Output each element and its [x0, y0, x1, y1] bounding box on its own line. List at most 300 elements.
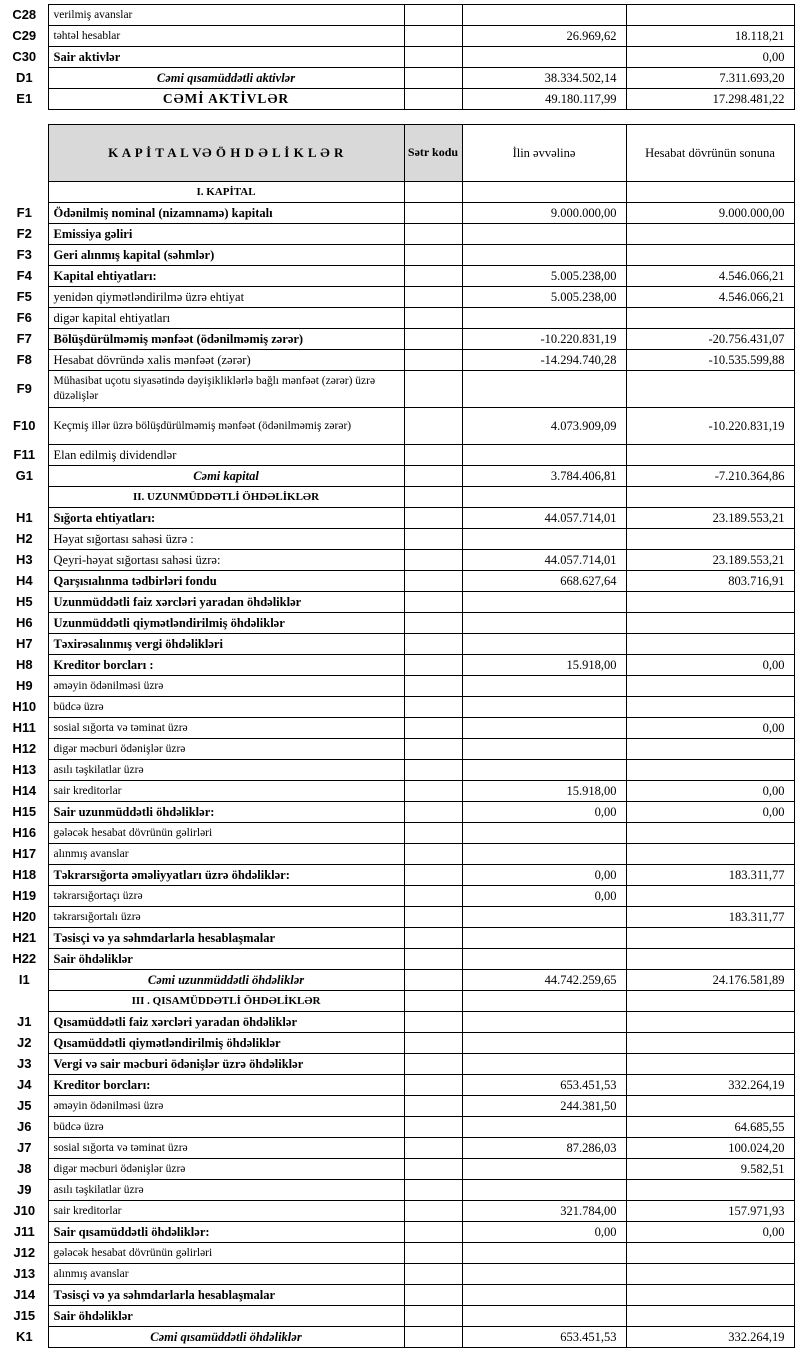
value-beginning: 0,00	[462, 1222, 626, 1243]
row-code-cell	[404, 1285, 462, 1306]
row-code-label: H18	[12, 866, 37, 882]
value-beginning	[462, 182, 626, 203]
value-end: 17.298.481,22	[626, 89, 794, 110]
value-beginning	[462, 613, 626, 634]
value-end	[626, 487, 794, 508]
table-row	[4, 907, 794, 928]
value-beginning	[462, 823, 626, 844]
row-code-cell	[404, 907, 462, 928]
row-code-cell	[404, 308, 462, 329]
row-label: Qeyri-həyat sığortası sahəsi üzrə:	[48, 550, 404, 571]
row-code-label: J10	[13, 1202, 36, 1218]
row-label: digər məcburi ödənişlər üzrə	[48, 1159, 404, 1180]
table-row	[4, 739, 794, 760]
row-label: Bölüşdürülməmiş mənfəət (ödənilməmiş zərər)	[48, 329, 404, 350]
value-end: 803.716,91	[626, 571, 794, 592]
table-row	[4, 1012, 794, 1033]
row-total-label: Cəmi uzunmüddətli öhdəliklər	[48, 970, 404, 991]
row-code-cell	[404, 676, 462, 697]
row-label: Sair aktivlər	[48, 47, 404, 68]
value-beginning: 668.627,64	[462, 571, 626, 592]
value-beginning: 321.784,00	[462, 1201, 626, 1222]
value-beginning: 653.451,53	[462, 1327, 626, 1348]
row-label: təkrarsığortaçı üzrə	[48, 886, 404, 907]
value-beginning	[462, 1117, 626, 1138]
row-code-cell	[404, 329, 462, 350]
value-end: -10.535.599,88	[626, 350, 794, 371]
row-code-cell	[404, 487, 462, 508]
table-row	[4, 991, 794, 1012]
value-end: 24.176.581,89	[626, 970, 794, 991]
row-code-label: H21	[12, 929, 37, 945]
row-label: gələcək hesabat dövrünün gəlirləri	[48, 823, 404, 844]
row-code-label: J12	[13, 1244, 36, 1260]
row-label: Ödənilmiş nominal (nizamnamə) kapitalı	[48, 203, 404, 224]
row-code-cell	[404, 718, 462, 739]
value-end	[626, 823, 794, 844]
value-end: 183.311,77	[626, 865, 794, 886]
row-code-label: F1	[16, 204, 32, 220]
row-code-cell	[404, 1306, 462, 1327]
table-row	[4, 655, 794, 676]
row-code-cell	[404, 1054, 462, 1075]
row-label: Həyat sığortası sahəsi üzrə :	[48, 529, 404, 550]
value-end: -7.210.364,86	[626, 466, 794, 487]
value-end	[626, 1264, 794, 1285]
row-code-cell	[404, 1327, 462, 1348]
table-row	[4, 844, 794, 865]
row-label: Qarşısıalınma tədbirləri fondu	[48, 571, 404, 592]
table-row	[4, 508, 794, 529]
row-label: asılı təşkilatlar üzrə	[48, 1180, 404, 1201]
row-label: Sair uzunmüddətli öhdəliklər:	[48, 802, 404, 823]
value-beginning: 0,00	[462, 802, 626, 823]
row-code-label: F7	[16, 330, 32, 346]
table-row	[4, 718, 794, 739]
row-code-label: H15	[12, 803, 37, 819]
table-row	[4, 1201, 794, 1222]
table-header-row	[4, 125, 794, 182]
row-code-cell	[404, 991, 462, 1012]
row-label: büdcə üzrə	[48, 1117, 404, 1138]
table-row	[4, 203, 794, 224]
value-end	[626, 1285, 794, 1306]
row-code-cell	[404, 89, 462, 110]
row-label: əməyin ödənilməsi üzrə	[48, 1096, 404, 1117]
row-code-cell	[404, 928, 462, 949]
row-code-label: H11	[12, 719, 36, 735]
row-code-label: H3	[15, 551, 33, 567]
row-code-label: J11	[13, 1223, 35, 1239]
row-code-cell	[404, 550, 462, 571]
table-row	[4, 26, 794, 47]
value-end: 18.118,21	[626, 26, 794, 47]
row-code-label: J14	[13, 1286, 36, 1302]
row-code-cell	[404, 697, 462, 718]
table-row	[4, 1243, 794, 1264]
row-label: digər məcburi ödənişlər üzrə	[48, 739, 404, 760]
table-row	[4, 329, 794, 350]
row-code-label: F2	[16, 225, 32, 241]
row-label: Elan edilmiş dividendlər	[48, 445, 404, 466]
value-beginning	[462, 1012, 626, 1033]
row-code-label: D1	[15, 69, 33, 85]
table-row	[4, 529, 794, 550]
row-code-label: H14	[12, 782, 37, 798]
row-label: Keçmiş illər üzrə bölüşdürülməmiş mənfəət (ödənilməmiş zərər)	[48, 408, 404, 445]
row-code-cell	[404, 371, 462, 408]
value-beginning: 15.918,00	[462, 655, 626, 676]
value-end: 0,00	[626, 802, 794, 823]
value-beginning	[462, 445, 626, 466]
value-beginning: 5.005.238,00	[462, 266, 626, 287]
table-row	[4, 350, 794, 371]
table-row	[4, 89, 794, 110]
value-end: 332.264,19	[626, 1327, 794, 1348]
row-label: Kreditor borcları:	[48, 1075, 404, 1096]
row-code-cell	[404, 1243, 462, 1264]
row-code-cell	[404, 245, 462, 266]
value-end	[626, 697, 794, 718]
row-code-label	[4, 991, 48, 1012]
value-beginning	[462, 928, 626, 949]
row-code-cell	[404, 802, 462, 823]
row-label: Qısamüddətli qiymətləndirilmiş öhdəliklər	[48, 1033, 404, 1054]
row-code-cell	[404, 1012, 462, 1033]
table-row	[4, 1222, 794, 1243]
value-beginning	[462, 1243, 626, 1264]
value-beginning: 49.180.117,99	[462, 89, 626, 110]
row-code-label: H17	[12, 845, 37, 861]
table-row	[4, 613, 794, 634]
value-end	[626, 371, 794, 408]
row-code-label: H20	[12, 908, 37, 924]
row-code-label: F10	[13, 417, 36, 433]
value-end	[626, 739, 794, 760]
value-beginning	[462, 907, 626, 928]
row-code-label: J5	[17, 1097, 32, 1113]
value-beginning: -10.220.831,19	[462, 329, 626, 350]
table-row	[4, 408, 794, 445]
row-code-label: H5	[15, 593, 33, 609]
row-code-label: J8	[17, 1160, 32, 1176]
row-code-cell	[404, 823, 462, 844]
value-beginning	[462, 697, 626, 718]
row-code-label: C28	[12, 6, 37, 22]
value-end: 183.311,77	[626, 907, 794, 928]
value-beginning	[462, 224, 626, 245]
value-beginning: 0,00	[462, 865, 626, 886]
row-label: büdcə üzrə	[48, 697, 404, 718]
row-code-label: I1	[18, 971, 30, 987]
row-label: asılı təşkilatlar üzrə	[48, 760, 404, 781]
table-row	[4, 224, 794, 245]
value-end	[626, 949, 794, 970]
value-beginning: 4.073.909,09	[462, 408, 626, 445]
row-label: yenidən qiymətləndirilmə üzrə ehtiyat	[48, 287, 404, 308]
row-code-cell	[404, 203, 462, 224]
value-beginning: 44.057.714,01	[462, 550, 626, 571]
value-beginning	[462, 47, 626, 68]
value-end: 9.000.000,00	[626, 203, 794, 224]
value-beginning: 653.451,53	[462, 1075, 626, 1096]
value-end	[626, 886, 794, 907]
row-code-cell	[404, 634, 462, 655]
value-end: 0,00	[626, 781, 794, 802]
row-label: sair kreditorlar	[48, 781, 404, 802]
table-row	[4, 592, 794, 613]
row-label: əməyin ödənilməsi üzrə	[48, 676, 404, 697]
value-end: 0,00	[626, 655, 794, 676]
value-beginning	[462, 371, 626, 408]
row-code-label: F4	[16, 267, 32, 283]
value-end	[626, 760, 794, 781]
value-end	[626, 1096, 794, 1117]
row-code-label: J15	[13, 1307, 36, 1323]
value-beginning: 3.784.406,81	[462, 466, 626, 487]
row-label: gələcək hesabat dövrünün gəlirləri	[48, 1243, 404, 1264]
value-beginning	[462, 760, 626, 781]
value-beginning	[462, 1159, 626, 1180]
section-heading: II. UZUNMÜDDƏTLİ ÖHDƏLİKLƏR	[48, 487, 404, 508]
value-end	[626, 676, 794, 697]
header-code-cell	[4, 125, 48, 182]
row-code-cell	[404, 529, 462, 550]
row-code-label: F6	[16, 309, 32, 325]
row-code-cell	[404, 592, 462, 613]
row-code-cell	[404, 1033, 462, 1054]
table-row	[4, 47, 794, 68]
row-code-cell	[404, 571, 462, 592]
value-end	[626, 1306, 794, 1327]
row-code-label: F8	[16, 351, 32, 367]
table-row	[4, 886, 794, 907]
value-beginning	[462, 1180, 626, 1201]
value-end	[626, 245, 794, 266]
value-beginning: 38.334.502,14	[462, 68, 626, 89]
value-end: 7.311.693,20	[626, 68, 794, 89]
value-beginning	[462, 245, 626, 266]
row-code-cell	[404, 350, 462, 371]
row-label: Təsisçi və ya səhmdarlarla hesablaşmalar	[48, 928, 404, 949]
value-beginning	[462, 949, 626, 970]
value-beginning	[462, 1285, 626, 1306]
row-total-label: Cəmi qısamüddətli aktivlər	[48, 68, 404, 89]
row-code-cell	[404, 47, 462, 68]
value-beginning	[462, 676, 626, 697]
table-row	[4, 445, 794, 466]
table-row	[4, 466, 794, 487]
row-code-label: H8	[15, 656, 33, 672]
value-beginning: 15.918,00	[462, 781, 626, 802]
header-title: K A P İ T A L VƏ Ö H D Ə L İ K L Ə R	[48, 125, 404, 182]
row-label: Uzunmüddətli qiymətləndirilmiş öhdəliklər	[48, 613, 404, 634]
row-label: Vergi və sair məcburi ödənişlər üzrə öhdəliklər	[48, 1054, 404, 1075]
row-code-cell	[404, 865, 462, 886]
table-row	[4, 1306, 794, 1327]
value-end	[626, 1180, 794, 1201]
table-row	[4, 266, 794, 287]
row-label: verilmiş avanslar	[48, 5, 404, 26]
row-code-label: J3	[17, 1055, 32, 1071]
table-row	[4, 928, 794, 949]
spacer-table	[4, 110, 794, 124]
table-row	[4, 550, 794, 571]
value-end: 4.546.066,21	[626, 287, 794, 308]
row-code-cell	[404, 266, 462, 287]
row-code-cell	[404, 760, 462, 781]
row-label: Hesabat dövründə xalis mənfəət (zərər)	[48, 350, 404, 371]
value-beginning	[462, 844, 626, 865]
row-code-label: H6	[15, 614, 33, 630]
row-code-label: J7	[17, 1139, 32, 1155]
row-label: alınmış avanslar	[48, 1264, 404, 1285]
value-beginning: 26.969,62	[462, 26, 626, 47]
value-end: 332.264,19	[626, 1075, 794, 1096]
value-end	[626, 182, 794, 203]
value-beginning	[462, 487, 626, 508]
value-beginning: 0,00	[462, 886, 626, 907]
table-row	[4, 1159, 794, 1180]
value-beginning	[462, 718, 626, 739]
value-beginning	[462, 634, 626, 655]
row-total-label: Cəmi qısamüddətli öhdəliklər	[48, 1327, 404, 1348]
table-row	[4, 287, 794, 308]
table-row	[4, 1033, 794, 1054]
value-beginning	[462, 991, 626, 1012]
value-end: -20.756.431,07	[626, 329, 794, 350]
table-row	[4, 308, 794, 329]
row-label: Sair öhdəliklər	[48, 1306, 404, 1327]
row-label: Təsisçi və ya səhmdarlarla hesablaşmalar	[48, 1285, 404, 1306]
value-end: 4.546.066,21	[626, 266, 794, 287]
row-code-cell	[404, 287, 462, 308]
row-code-label: H19	[12, 887, 37, 903]
value-end: 9.582,51	[626, 1159, 794, 1180]
value-end	[626, 1033, 794, 1054]
block-spacer	[4, 110, 794, 124]
row-code-label	[4, 487, 48, 508]
row-code-label: J4	[17, 1076, 32, 1092]
row-code-cell	[404, 844, 462, 865]
row-code-label: C29	[12, 27, 37, 43]
row-label: təhtəl hesablar	[48, 26, 404, 47]
row-code-label: J1	[17, 1013, 32, 1029]
value-end	[626, 5, 794, 26]
row-code-label: F5	[16, 288, 32, 304]
capital-liabilities-table	[4, 124, 795, 1348]
table-row	[4, 571, 794, 592]
value-end	[626, 634, 794, 655]
table-row	[4, 781, 794, 802]
row-code-label: J9	[17, 1181, 32, 1197]
row-code-label: F9	[16, 380, 32, 396]
row-code-cell	[404, 1222, 462, 1243]
row-code-cell	[404, 466, 462, 487]
row-code-cell	[404, 1075, 462, 1096]
table-row	[4, 802, 794, 823]
value-end: 0,00	[626, 718, 794, 739]
table-row	[4, 760, 794, 781]
row-code-label: C30	[12, 48, 37, 64]
table-row	[4, 245, 794, 266]
row-code-cell	[404, 970, 462, 991]
row-code-cell	[404, 949, 462, 970]
value-beginning: 87.286,03	[462, 1138, 626, 1159]
section-heading: III . QISAMÜDDƏTLİ ÖHDƏLİKLƏR	[48, 991, 404, 1012]
row-code-cell	[404, 224, 462, 245]
value-end	[626, 991, 794, 1012]
table-row	[4, 949, 794, 970]
row-label: Kreditor borcları :	[48, 655, 404, 676]
row-code-cell	[404, 508, 462, 529]
row-label: Sair öhdəliklər	[48, 949, 404, 970]
value-end: 23.189.553,21	[626, 508, 794, 529]
row-label: Kapital ehtiyatları:	[48, 266, 404, 287]
value-beginning: 44.057.714,01	[462, 508, 626, 529]
value-end	[626, 224, 794, 245]
value-end: -10.220.831,19	[626, 408, 794, 445]
table-row	[4, 5, 794, 26]
table-row	[4, 1054, 794, 1075]
row-code-cell	[404, 182, 462, 203]
value-beginning: 9.000.000,00	[462, 203, 626, 224]
value-beginning	[462, 1306, 626, 1327]
table-row	[4, 823, 794, 844]
row-code-label: H12	[12, 740, 37, 756]
value-beginning	[462, 5, 626, 26]
row-code-label: F11	[13, 446, 36, 462]
row-label: sosial sığorta və təminat üzrə	[48, 718, 404, 739]
row-label: digər kapital ehtiyatları	[48, 308, 404, 329]
row-code-label: H10	[12, 698, 37, 714]
row-code-label: H16	[12, 824, 37, 840]
header-row-code: Sətr kodu	[404, 125, 462, 182]
value-end	[626, 1243, 794, 1264]
table-row	[4, 182, 794, 203]
table-row	[4, 1117, 794, 1138]
value-end	[626, 592, 794, 613]
row-code-label	[4, 182, 48, 203]
table-row	[4, 487, 794, 508]
row-label: sair kreditorlar	[48, 1201, 404, 1222]
header-col-end: Hesabat dövrünün sonuna	[626, 125, 794, 182]
value-beginning	[462, 529, 626, 550]
table-row	[4, 1138, 794, 1159]
value-end: 64.685,55	[626, 1117, 794, 1138]
assets-continuation-table	[4, 4, 795, 110]
value-beginning: 44.742.259,65	[462, 970, 626, 991]
value-end: 100.024,20	[626, 1138, 794, 1159]
row-label: Təkrarsığorta əməliyyatları üzrə öhdəliklər:	[48, 865, 404, 886]
section-heading: I. KAPİTAL	[48, 182, 404, 203]
row-code-label: H22	[12, 950, 37, 966]
row-code-label: J13	[13, 1265, 36, 1281]
row-label: Emissiya gəliri	[48, 224, 404, 245]
row-code-cell	[404, 68, 462, 89]
value-end	[626, 1054, 794, 1075]
row-code-cell	[404, 886, 462, 907]
row-code-label: E1	[16, 90, 33, 106]
row-code-label: G1	[15, 467, 33, 483]
value-end	[626, 529, 794, 550]
table-row	[4, 970, 794, 991]
value-end	[626, 844, 794, 865]
value-end	[626, 1012, 794, 1033]
row-code-cell	[404, 1180, 462, 1201]
value-end: 0,00	[626, 47, 794, 68]
value-beginning	[462, 1033, 626, 1054]
